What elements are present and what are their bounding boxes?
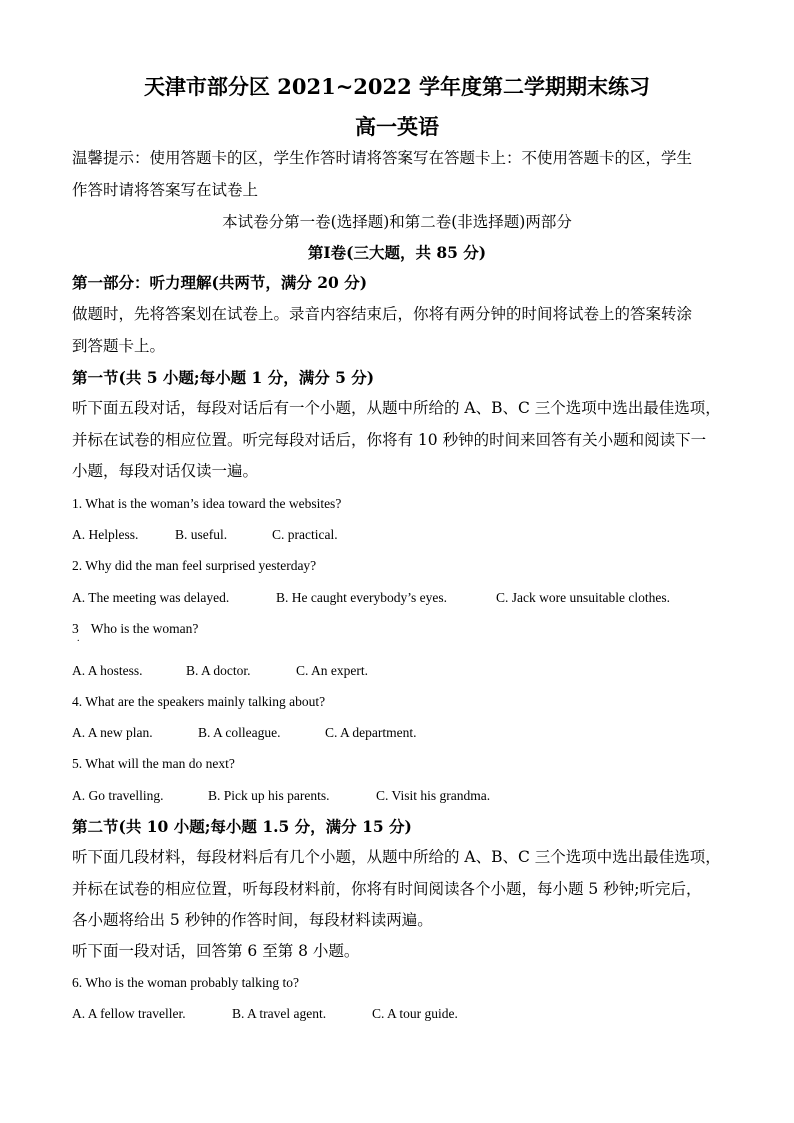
option-a: A. Go travelling. <box>72 788 164 803</box>
page-title: 天津市部分区 2021~2022 学年度第二学期期末练习 <box>143 74 651 99</box>
part1-instruction-1: 做题时，先将答案划在试卷上。录音内容结束后，你将有两分钟的时间将试卷上的答案转涂 <box>72 305 693 323</box>
option-b: B. A travel agent. <box>232 1006 327 1021</box>
tip-line-1: 温馨提示：使用答题卡的区，学生作答时请将答案写在答题卡上：不使用答题卡的区，学生 <box>72 149 693 167</box>
section1-instruction-2: 并标在试卷的相应位置。听完每段对话后，你将有 10 秒钟的时间来回答有关小题和阅读下一 <box>72 431 707 449</box>
question-4-stem: 4. What are the speakers mainly talking about? <box>72 694 326 709</box>
section2-instruction-2: 并标在试卷的相应位置，听每段材料前，你将有时间阅读各个小题，每小题 5 秒钟;听完后， <box>72 880 702 898</box>
option-b: B. Pick up his parents. <box>208 788 330 803</box>
part1-instruction-2: 到答题卡上。 <box>72 337 166 355</box>
question-1-options <box>72 528 338 542</box>
option-a: A. The meeting was delayed. <box>72 590 230 605</box>
option-c: C. practical. <box>272 527 338 542</box>
question-3-stem <box>72 622 198 636</box>
option-c: C. Jack wore unsuitable clothes. <box>496 590 670 605</box>
option-a: A. A new plan. <box>72 725 153 740</box>
part1-heading: 第一部分：听力理解(共两节，满分 20 分) <box>72 273 368 292</box>
option-c: C. A department. <box>325 725 417 740</box>
option-c: C. An expert. <box>296 663 368 678</box>
question-6-options <box>72 1007 458 1021</box>
section2-instruction-3: 各小题将给出 5 秒钟的作答时间，每段材料读两遍。 <box>72 911 433 929</box>
question-6-stem: 6. Who is the woman probably talking to? <box>72 975 299 990</box>
option-a: A. Helpless. <box>72 527 139 542</box>
section2-heading: 第二节(共 10 小题;每小题 1.5 分，满分 15 分) <box>72 817 412 836</box>
question-3-dot: . <box>77 633 80 644</box>
section2-lead: 听下面一段对话，回答第 6 至第 8 小题。 <box>72 942 360 960</box>
option-c: C. A tour guide. <box>372 1006 458 1021</box>
question-3-options <box>72 664 368 678</box>
question-1-stem: 1. What is the woman’s idea toward the websites? <box>72 496 342 511</box>
tip-line-2: 作答时请将答案写在试卷上 <box>72 181 259 199</box>
section1-heading: 第一节(共 5 小题;每小题 1 分，满分 5 分) <box>72 368 375 387</box>
composition-note: 本试卷分第一卷(选择题)和第二卷(非选择题)两部分 <box>222 213 572 231</box>
question-4-options <box>72 726 417 740</box>
option-b: B. A colleague. <box>198 725 281 740</box>
page-subtitle: 高一英语 <box>355 114 439 139</box>
option-b: B. useful. <box>175 527 228 542</box>
volume-1-heading: 第Ⅰ卷(三大题，共 85 分) <box>307 243 487 262</box>
section1-instruction-3: 小题，每段对话仅读一遍。 <box>72 462 259 480</box>
option-b: B. A doctor. <box>186 663 251 678</box>
option-a: A. A hostess. <box>72 663 143 678</box>
section1-instruction-1: 听下面五段对话，每段对话后有一个小题，从题中所给的 A、B、C 三个选项中选出最佳选项， <box>72 399 721 417</box>
option-c: C. Visit his grandma. <box>376 788 491 803</box>
question-3-text: Who is the woman? <box>90 621 199 636</box>
option-a: A. A fellow traveller. <box>72 1006 186 1021</box>
question-5-options <box>72 789 490 803</box>
question-2-stem: 2. Why did the man feel surprised yesterday? <box>72 558 317 573</box>
section2-instruction-1: 听下面几段材料，每段材料后有几个小题，从题中所给的 A、B、C 三个选项中选出最佳选项， <box>72 848 721 866</box>
question-5-stem: 5. What will the man do next? <box>72 756 235 771</box>
question-3-number: 3 <box>72 621 79 636</box>
option-b: B. He caught everybody’s eyes. <box>276 590 447 605</box>
question-2-options <box>72 591 670 605</box>
